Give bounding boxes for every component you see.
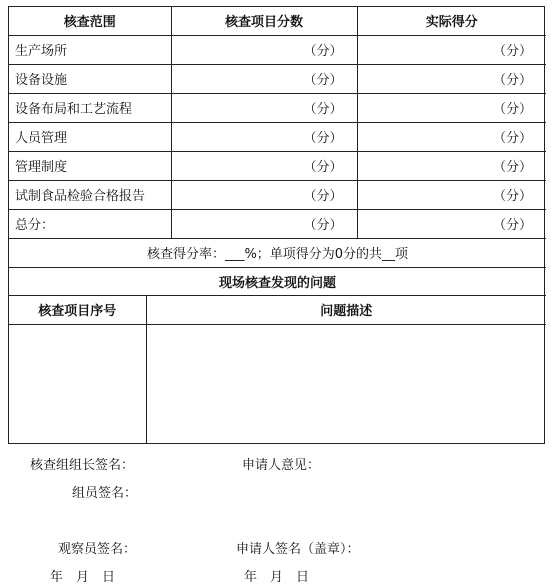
row-scope: 设备设施 <box>9 64 171 93</box>
table-row <box>9 122 546 151</box>
row-item-score[interactable]: （分） <box>171 122 357 151</box>
issues-table <box>9 296 546 444</box>
issues-section-title-row <box>9 267 546 295</box>
header-issue-desc: 问题描述 <box>146 296 546 325</box>
total-row <box>9 209 546 238</box>
row-scope: 管理制度 <box>9 151 171 180</box>
total-actual-score[interactable]: （分） <box>357 209 546 238</box>
row-scope: 人员管理 <box>9 122 171 151</box>
header-scope: 核查范围 <box>9 7 171 35</box>
header-item-score: 核查项目分数 <box>171 7 357 35</box>
applicant-opinion-label: 申请人意见： <box>242 458 321 473</box>
issues-row <box>9 325 546 444</box>
score-table <box>9 7 546 296</box>
table-row <box>9 93 546 122</box>
row-item-score[interactable]: （分） <box>171 180 357 209</box>
row-scope: 生产场所 <box>9 35 171 64</box>
row-item-score[interactable]: （分） <box>171 35 357 64</box>
table-row <box>9 151 546 180</box>
header-item-seq: 核查项目序号 <box>9 296 146 325</box>
row-actual-score[interactable]: （分） <box>357 35 546 64</box>
observer-signature-label: 观察员签名： <box>58 542 137 557</box>
table-row <box>9 35 546 64</box>
score-rate-text[interactable]: 核查得分率：___%；单项得分为0分的共__项 <box>9 238 546 267</box>
date-left: 年 月 日 <box>50 570 116 585</box>
row-item-score[interactable]: （分） <box>171 93 357 122</box>
row-actual-score[interactable]: （分） <box>357 180 546 209</box>
inspection-form <box>8 6 545 444</box>
table-row <box>9 64 546 93</box>
row-actual-score[interactable]: （分） <box>357 151 546 180</box>
row-actual-score[interactable]: （分） <box>357 93 546 122</box>
score-table-header <box>9 7 546 35</box>
header-actual-score: 实际得分 <box>357 7 546 35</box>
table-row <box>9 180 546 209</box>
row-scope: 设备布局和工艺流程 <box>9 93 171 122</box>
issue-desc-cell[interactable] <box>146 325 546 444</box>
issues-section-title: 现场核查发现的问题 <box>9 267 546 295</box>
row-actual-score[interactable]: （分） <box>357 64 546 93</box>
row-item-score[interactable]: （分） <box>171 64 357 93</box>
applicant-signature-label: 申请人签名（盖章）： <box>236 542 360 557</box>
date-right: 年 月 日 <box>244 570 310 585</box>
leader-signature-label: 核查组组长签名： <box>30 458 135 473</box>
score-rate-row <box>9 238 546 267</box>
issue-seq-cell[interactable] <box>9 325 146 444</box>
issues-table-header <box>9 296 546 325</box>
row-item-score[interactable]: （分） <box>171 151 357 180</box>
total-item-score[interactable]: （分） <box>171 209 357 238</box>
total-label: 总分： <box>9 209 171 238</box>
row-scope: 试制食品检验合格报告 <box>9 180 171 209</box>
row-actual-score[interactable]: （分） <box>357 122 546 151</box>
member-signature-label: 组员签名： <box>72 486 138 501</box>
